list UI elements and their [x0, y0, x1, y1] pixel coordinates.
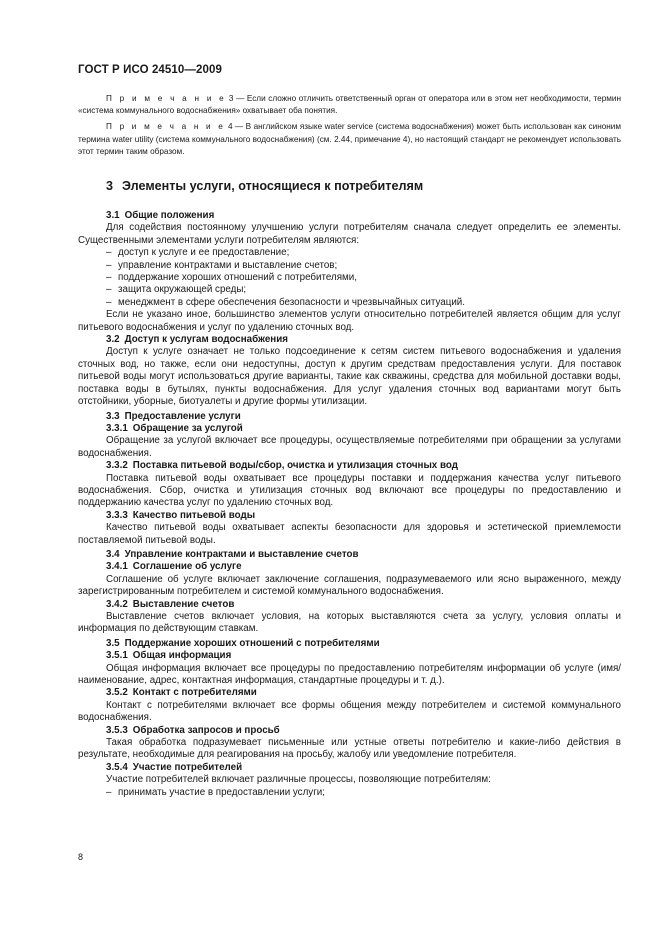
- subsection-number: 3.5.1: [106, 650, 128, 662]
- subsection-number: 3.2: [106, 334, 120, 346]
- subsection-heading-3-5-1: [78, 650, 621, 662]
- page-content: [78, 93, 621, 799]
- paragraph: Доступ к услуге означает не только подсоединение к сетям систем питьевого водоснабжения и удаления сточных вод, но также, если они недоступны, доступ к другим средствам предоставления услуги. Для поставок питьевой воды могут использоваться другие варианты, такие как скважины, средства для мобильной доставки воды, поставка воды в бутылях, пункты водоснабжения. Для услуг удаления сточных вод вариантами могут быть отстойники, уборные, биотуалеты и другие формы утилизации.: [78, 346, 621, 408]
- paragraph: Участие потребителей включает различные процессы, позволяющие потребителям:: [106, 774, 491, 786]
- list-item: – защита окружающей среды;: [106, 284, 247, 296]
- note-3: [78, 93, 621, 117]
- paragraph: Обращение за услугой включает все процедуры, осуществляемые потребителями при обращении за услугами водоснабжения.: [78, 435, 621, 459]
- paragraph: Общая информация включает все процедуры по предоставлению потребителям информации об услуге (имя/наименование, адрес, контактная информация, стандартные процедуры и т. д.).: [78, 662, 621, 687]
- list-item: – принимать участие в предоставлении услуги;: [106, 786, 325, 798]
- subsection-number: 3.1: [106, 210, 120, 222]
- subsection-title: Предоставление услуги: [124, 410, 241, 422]
- paragraph: Контакт с потребителями включает все формы общения между потребителем и системой коммунального водоснабжения.: [78, 699, 621, 724]
- subsection-number: 3.3: [106, 410, 120, 422]
- subsection-heading-3-2: [78, 334, 621, 346]
- subsection-title: Поддержание хороших отношений с потребителями: [124, 637, 380, 649]
- paragraph: Соглашение об услуге включает заключение соглашения, подразумеваемого или ясно выраженного, между зарегистрированным потребителем и системой коммунального водоснабжения.: [78, 573, 621, 598]
- subsection-heading-3-5-4: [78, 762, 621, 774]
- subsection-number: 3.4: [106, 548, 120, 560]
- paragraph: Выставление счетов включает условия, на которых выставляются счета за услугу, условия оплаты и информация по действующим ставкам.: [78, 611, 621, 635]
- dash-list: [78, 787, 621, 799]
- subsection-number: 3.5.4: [106, 761, 128, 773]
- subsection-title: Обращение за услугой: [132, 422, 243, 434]
- note-4: [78, 121, 621, 158]
- subsection-number: 3.4.2: [106, 598, 128, 610]
- subsection-heading-3-4: [78, 549, 621, 561]
- subsection-title: Доступ к услугам водоснабжения: [124, 334, 288, 346]
- subsection-number: 3.5.3: [106, 724, 128, 736]
- paragraph: Такая обработка подразумевает письменные или устные ответы потребителю и какие-либо действия в результате, необходимые для реагирования на просьбу, жалобу или уведомление потребителя.: [78, 737, 621, 761]
- subsection-title: Выставление счетов: [132, 598, 235, 610]
- subsection-number: 3.3.1: [106, 422, 128, 434]
- subsection-title: Соглашение об услуге: [132, 561, 242, 573]
- subsection-heading-3-3-1: [78, 423, 621, 435]
- note-text: 3 — Если сложно отличить ответственный орган от оператора или в этом нет необходимости, термин «система коммунального водоснабжения» охватывает оба понятия.: [78, 94, 621, 116]
- subsection-number: 3.5.2: [106, 687, 128, 699]
- subsection-number: 3.4.1: [106, 561, 128, 573]
- subsection-heading-3-3-3: [78, 510, 621, 522]
- subsection-number: 3.3.3: [106, 509, 128, 521]
- subsection-title: Поставка питьевой воды/сбор, очистка и утилизация сточных вод: [132, 460, 458, 472]
- paragraph: Качество питьевой воды охватывает аспекты безопасности для здоровья и эстетической приемлемости поставляемой питьевой воды.: [78, 522, 621, 546]
- subsection-title: Контакт с потребителями: [132, 687, 257, 699]
- subsection-number: 3.3.2: [106, 460, 128, 472]
- paragraph: Поставка питьевой воды охватывает все процедуры поставки и поддержания качества услуг питьевого водоснабжения. Сбор, очистка и утилизация сточных вод включают все процедуры по предоставлению и поддержанию качества услуг по удалению сточных вод.: [78, 472, 621, 509]
- list-item: – управление контрактами и выставление счетов;: [106, 259, 338, 271]
- note-label: П р и м е ч а н и е: [106, 94, 227, 103]
- subsection-title: Обработка запросов и просьб: [132, 724, 280, 736]
- subsection-heading-3-5: [78, 638, 621, 650]
- dash-list: [78, 247, 621, 309]
- section-title: Элементы услуги, относящиеся к потребителям: [122, 179, 424, 194]
- subsection-heading-3-4-1: [78, 561, 621, 573]
- subsection-heading-3-1: [78, 210, 621, 222]
- note-text: 4 — В английском языке water service (система водоснабжения) может быть использован как синоним термина water utility (система коммунального водоснабжения) (см. 2.44, примечание 4), но настоящий стандарт не рекомендует использовать этот термин таким образом.: [78, 122, 621, 156]
- note-label: П р и м е ч а н и е: [106, 122, 226, 132]
- subsection-heading-3-3-2: [78, 460, 621, 472]
- section-number: 3: [106, 179, 114, 194]
- list-item: – поддержание хороших отношений с потребителями,: [106, 272, 357, 284]
- subsection-title: Качество питьевой воды: [132, 509, 256, 521]
- page-number: 8: [78, 852, 84, 862]
- subsection-title: Управление контрактами и выставление счетов: [124, 548, 359, 560]
- paragraph: Для содействия постоянному улучшению услуги потребителям сначала следует определить ее элементы. Существенными элементами услуги потребителям являются:: [78, 222, 621, 246]
- subsection-heading-3-5-2: [78, 687, 621, 699]
- paragraph: Если не указано иное, большинство элементов услуги относительно потребителей является общим для услуг питьевого водоснабжения и услуг по удалению сточных вод.: [78, 309, 621, 333]
- subsection-title: Общая информация: [132, 650, 232, 662]
- subsection-heading-3-4-2: [78, 599, 621, 611]
- section-heading: [78, 178, 621, 194]
- page-header-standard-number: ГОСТ Р ИСО 24510—2009: [78, 64, 223, 76]
- subsection-heading-3-3: [78, 411, 621, 423]
- list-item: – доступ к услуге и ее предоставление;: [106, 247, 290, 259]
- list-item: – менеджмент в сфере обеспечения безопасности и чрезвычайных ситуаций.: [106, 296, 465, 308]
- subsection-heading-3-5-3: [78, 725, 621, 737]
- subsection-number: 3.5: [106, 637, 120, 649]
- subsection-title: Участие потребителей: [132, 761, 243, 773]
- subsection-title: Общие положения: [124, 210, 215, 222]
